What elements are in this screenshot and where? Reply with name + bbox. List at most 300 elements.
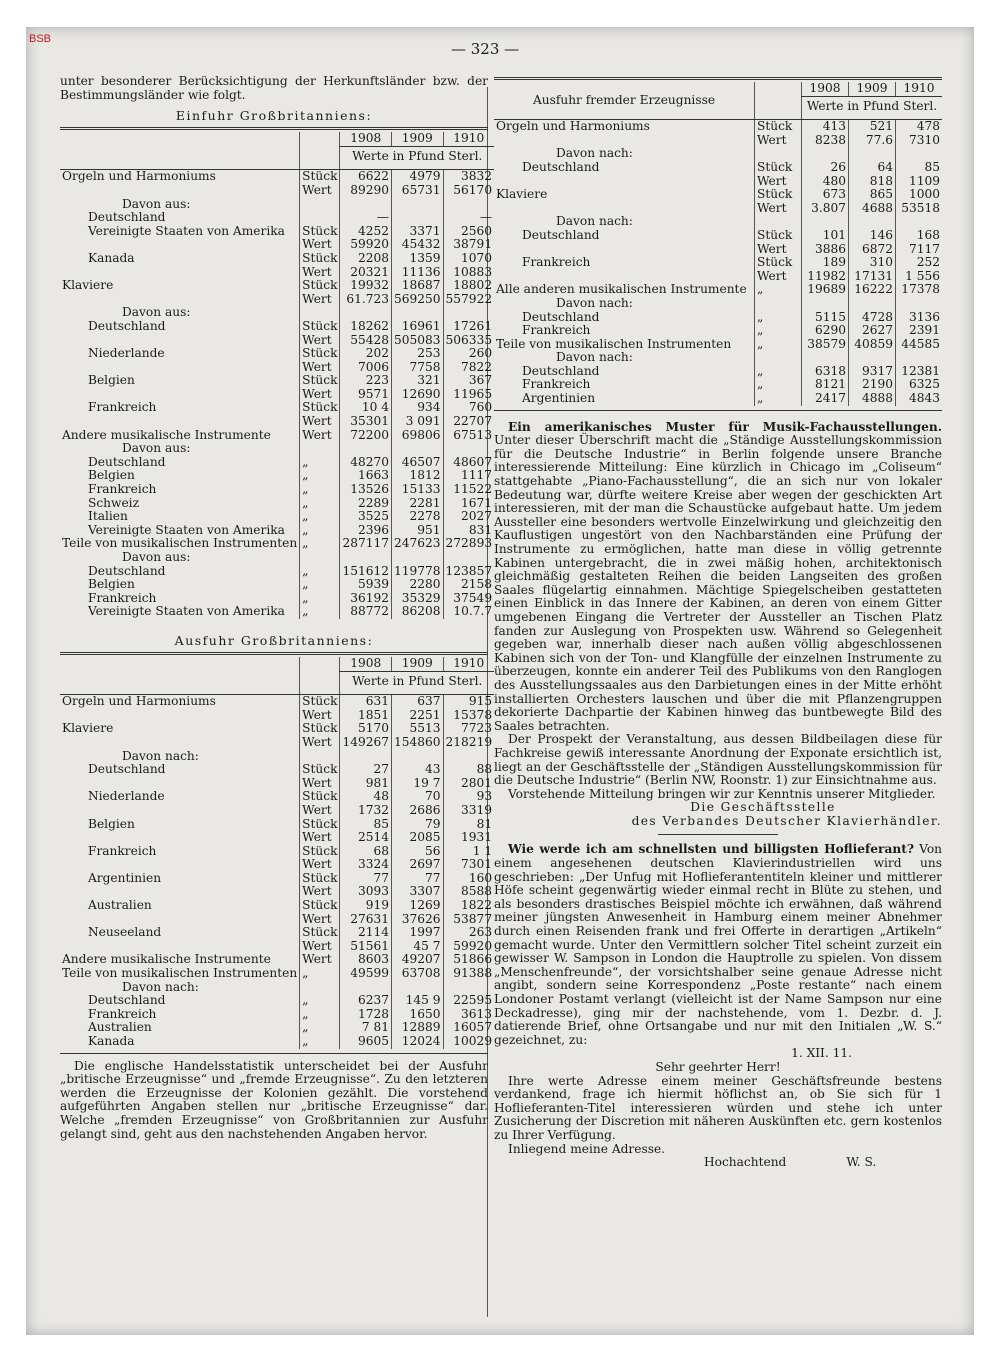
table-row bbox=[60, 953, 494, 967]
row-label: Klaviere bbox=[496, 187, 548, 202]
value-cell: 45432 bbox=[392, 238, 444, 252]
unit-cell: Stück bbox=[755, 256, 802, 270]
row-label bbox=[60, 736, 300, 750]
value-cell: 59920 bbox=[443, 940, 494, 954]
value-cell: 831 bbox=[443, 524, 494, 538]
value-cell: 19932 bbox=[340, 279, 392, 293]
unit-cell: „ bbox=[755, 324, 802, 338]
unit-cell: Stück bbox=[300, 347, 340, 361]
value-cell: 67513 bbox=[443, 429, 494, 443]
value-cell: 521 bbox=[849, 120, 896, 134]
table-row bbox=[60, 429, 494, 443]
value-cell: 915 bbox=[443, 695, 494, 709]
value-cell: 11136 bbox=[392, 266, 444, 280]
value-cell: 2278 bbox=[392, 510, 444, 524]
value-cell: 56 bbox=[392, 845, 444, 859]
table-row bbox=[494, 297, 942, 311]
value-cell: 19 7 bbox=[392, 777, 444, 791]
value-cell: 46507 bbox=[392, 456, 444, 470]
unit-header: Werte in Pfund Sterl. bbox=[340, 146, 494, 170]
unit-cell: Wert bbox=[300, 429, 340, 443]
value-cell: 88772 bbox=[340, 605, 392, 619]
unit-cell bbox=[300, 442, 340, 456]
value-cell: 17131 bbox=[849, 270, 896, 284]
table-row bbox=[60, 347, 494, 361]
table-row bbox=[60, 1035, 494, 1049]
row-label: Davon aus: bbox=[122, 441, 191, 456]
row-label: Frankreich bbox=[88, 400, 157, 415]
value-cell: 27 bbox=[340, 763, 392, 777]
table-row bbox=[60, 306, 494, 320]
unit-cell: Stück bbox=[300, 170, 340, 184]
row-label: Davon nach: bbox=[556, 214, 633, 229]
table-row bbox=[494, 365, 942, 379]
value-cell: 4252 bbox=[340, 225, 392, 239]
row-label: Davon aus: bbox=[122, 305, 191, 320]
value-cell: 506335 bbox=[443, 334, 494, 348]
value-cell: 1 556 bbox=[896, 270, 943, 284]
article1-signature-line2: des Verbandes Deutscher Klavierhändler. bbox=[631, 813, 942, 828]
unit-cell: „ bbox=[300, 1035, 340, 1049]
row-label bbox=[60, 238, 300, 252]
table-row bbox=[60, 469, 494, 483]
value-cell: 65731 bbox=[392, 184, 444, 198]
value-cell: 55428 bbox=[340, 334, 392, 348]
year-header: 1908 bbox=[340, 657, 392, 671]
value-cell: 934 bbox=[392, 401, 444, 415]
row-label: Andere musikalische Instrumente bbox=[62, 952, 271, 967]
value-cell: 37549 bbox=[443, 592, 494, 606]
value-cell: 223 bbox=[340, 374, 392, 388]
value-cell: 413 bbox=[802, 120, 849, 134]
value-cell: 8588 bbox=[443, 885, 494, 899]
row-label: Frankreich bbox=[88, 843, 157, 858]
value-cell: 10883 bbox=[443, 266, 494, 280]
value-cell: 260 bbox=[443, 347, 494, 361]
value-cell: 6872 bbox=[849, 243, 896, 257]
table-row bbox=[60, 279, 494, 293]
row-label: Teile von musikalischen Instrumenten bbox=[496, 336, 732, 351]
unit-cell: Wert bbox=[300, 334, 340, 348]
unit-cell bbox=[755, 215, 802, 229]
table-row bbox=[494, 215, 942, 229]
unit-cell: „ bbox=[300, 1008, 340, 1022]
row-label: Vereinigte Staaten von Amerika bbox=[88, 223, 285, 238]
table-row bbox=[494, 120, 942, 134]
table-row bbox=[60, 926, 494, 940]
value-cell: 17261 bbox=[443, 320, 494, 334]
table-row bbox=[60, 695, 494, 709]
value-cell: 43 bbox=[392, 763, 444, 777]
row-label bbox=[60, 940, 300, 954]
value-cell bbox=[849, 147, 896, 161]
value-cell: 1851 bbox=[340, 709, 392, 723]
unit-cell: Wert bbox=[755, 270, 802, 284]
row-label: Italien bbox=[88, 509, 128, 524]
value-cell: 17378 bbox=[896, 283, 943, 297]
value-cell: 20321 bbox=[340, 266, 392, 280]
value-cell: 2417 bbox=[802, 392, 849, 406]
unit-cell: Wert bbox=[300, 388, 340, 402]
value-cell bbox=[392, 211, 444, 225]
value-cell: 38579 bbox=[802, 338, 849, 352]
table-row bbox=[494, 175, 942, 189]
article2-paragraph bbox=[494, 843, 942, 1047]
value-cell: 253 bbox=[392, 347, 444, 361]
value-cell: 505083 bbox=[392, 334, 444, 348]
letter-initials: W. S. bbox=[846, 1155, 877, 1170]
unit-cell: Wert bbox=[300, 709, 340, 723]
article1-paragraph-3: Vorstehende Mitteilung bringen wir zur Kenntnis unserer Mitglieder. bbox=[508, 786, 936, 801]
unit-cell: Wert bbox=[300, 804, 340, 818]
table-row bbox=[60, 818, 494, 832]
unit-cell: Stück bbox=[300, 763, 340, 777]
row-label bbox=[60, 361, 300, 375]
value-cell: 3371 bbox=[392, 225, 444, 239]
value-cell bbox=[802, 215, 849, 229]
unit-cell: Wert bbox=[300, 777, 340, 791]
row-label: Teile von musikalischen Instrumenten bbox=[62, 536, 298, 551]
value-cell bbox=[340, 198, 392, 212]
value-cell: 3832 bbox=[443, 170, 494, 184]
unit-cell bbox=[300, 198, 340, 212]
value-cell: 3307 bbox=[392, 885, 444, 899]
table-row bbox=[60, 1008, 494, 1022]
unit-cell: Wert bbox=[755, 202, 802, 216]
value-cell: 6318 bbox=[802, 365, 849, 379]
letter-closing bbox=[494, 1156, 942, 1170]
value-cell: 3 091 bbox=[392, 415, 444, 429]
value-cell: 1931 bbox=[443, 831, 494, 845]
value-cell: 247623 bbox=[392, 537, 444, 551]
export-table-body bbox=[60, 695, 494, 1049]
unit-cell: „ bbox=[755, 392, 802, 406]
value-cell: 7758 bbox=[392, 361, 444, 375]
table-row bbox=[60, 750, 494, 764]
export-table-title: Ausfuhr Großbritanniens: bbox=[174, 632, 374, 648]
unit-cell: „ bbox=[755, 365, 802, 379]
left-column bbox=[60, 74, 493, 1141]
value-cell bbox=[896, 351, 943, 365]
value-cell bbox=[802, 147, 849, 161]
table-row bbox=[60, 415, 494, 429]
table-row bbox=[494, 134, 942, 148]
value-cell: 310 bbox=[849, 256, 896, 270]
value-cell: 15378 bbox=[443, 709, 494, 723]
row-label: Deutschland bbox=[522, 309, 600, 324]
intro-text: unter besonderer Berücksichtigung der Herkunftsländer bzw. der Bestimmungsländer wie folgt. bbox=[60, 74, 488, 102]
row-label: Deutschland bbox=[522, 159, 600, 174]
year-header: 1908 bbox=[802, 82, 849, 96]
unit-cell: Stück bbox=[755, 229, 802, 243]
row-label bbox=[494, 175, 755, 189]
unit-cell bbox=[755, 351, 802, 365]
value-cell: 2289 bbox=[340, 497, 392, 511]
value-cell bbox=[443, 750, 494, 764]
value-cell: 3324 bbox=[340, 858, 392, 872]
value-cell: 1070 bbox=[443, 252, 494, 266]
value-cell bbox=[392, 981, 444, 995]
row-label: Frankreich bbox=[522, 377, 591, 392]
value-cell: 760 bbox=[443, 401, 494, 415]
table-row bbox=[60, 293, 494, 307]
table-row bbox=[60, 401, 494, 415]
value-cell bbox=[340, 442, 392, 456]
article1-headline: Ein amerikanisches Muster für Musik-Fachausstellungen. bbox=[508, 419, 942, 434]
value-cell: 35301 bbox=[340, 415, 392, 429]
value-cell: 8121 bbox=[802, 378, 849, 392]
row-label bbox=[494, 202, 755, 216]
row-label: Frankreich bbox=[522, 255, 591, 270]
unit-cell: „ bbox=[300, 994, 340, 1008]
value-cell: 53877 bbox=[443, 913, 494, 927]
row-label: Deutschland bbox=[88, 210, 166, 225]
table-row bbox=[60, 565, 494, 579]
row-label: Kanada bbox=[88, 250, 135, 265]
value-cell: 11965 bbox=[443, 388, 494, 402]
table-row bbox=[60, 899, 494, 913]
value-cell: 77 bbox=[392, 872, 444, 886]
value-cell: 9605 bbox=[340, 1035, 392, 1049]
article2-headline: Wie werde ich am schnellsten und billigsten Hoflieferant? bbox=[508, 842, 914, 857]
unit-cell: Stück bbox=[300, 252, 340, 266]
article1-paragraph bbox=[494, 421, 942, 734]
table-row bbox=[60, 858, 494, 872]
value-cell: 5115 bbox=[802, 311, 849, 325]
row-label: Davon nach: bbox=[556, 295, 633, 310]
value-cell bbox=[896, 215, 943, 229]
row-label bbox=[494, 134, 755, 148]
value-cell: 51866 bbox=[443, 953, 494, 967]
table-row bbox=[494, 202, 942, 216]
value-cell: 5513 bbox=[392, 722, 444, 736]
value-cell: 865 bbox=[849, 188, 896, 202]
unit-cell bbox=[755, 147, 802, 161]
value-cell: 11982 bbox=[802, 270, 849, 284]
value-cell: 1812 bbox=[392, 469, 444, 483]
article1-body: Unter dieser Überschrift macht die „Ständige Ausstellungskommission für die Deutsche Industrie“ in Berlin folgende unsere Branche interessierende Mitteilung: Eine kürzlich in Chicago im „Coliseum“ stattgehabte „Piano-Fachausstellung“, die an sich nur von lokaler Bedeutung war, dürfte weitere Kreise aber wegen der geschickten Art interessieren, mit der man die Schaustücke aufgebaut hatte. Um jedem Aussteller eine besonders wertvolle Einzelwirkung und gleichzeitig den Kauflustigen ungestört von den Nachbarständen eine Prüfung der Instrumente zu ermöglichen, hatte man diese in völlig getrennte Kabinen untergebracht, die in zwei mäßig hohen, architektonisch gleichmäßig gestalteten Reihen die beiden Langseiten des großen Saales flügelartig einnahmen. Mächtige Spiegelscheiben gestatteten einen Einblick in das Innere der Kabinen, an deren von einem Gitter umgebenen Eingang die Vertreter der Aussteller an Tischen Platz fanden zur Auslegung von Prospekten usw. Während so Gelegenheit gegeben war, innerhalb dieser nach außen völlig abgeschlossenen Kabinen sich von der Ton- und Klangfülle der einzelnen Instrumente zu überzeugen, konnte ein anderer Teil des Publikums von den Ranglogen des Ausstellungssaales aus den Darbietungen eines in der Mitte erhöht installierten Orchesters lauschen und über die mit Pflanzengruppen dekorierte Dachpartie der Kabinen hinweg das buntbewegte Bild des Saales betrachten. bbox=[494, 433, 942, 733]
value-cell: 146 bbox=[849, 229, 896, 243]
value-cell: 88 bbox=[443, 763, 494, 777]
row-label: Andere musikalische Instrumente bbox=[62, 427, 271, 442]
value-cell: 22595 bbox=[443, 994, 494, 1008]
unit-cell: „ bbox=[300, 483, 340, 497]
value-cell: 2208 bbox=[340, 252, 392, 266]
table-row bbox=[494, 338, 942, 352]
value-cell: 2560 bbox=[443, 225, 494, 239]
unit-cell bbox=[300, 981, 340, 995]
table-row bbox=[60, 578, 494, 592]
row-label: Klaviere bbox=[62, 278, 114, 293]
value-cell: 18262 bbox=[340, 320, 392, 334]
value-cell bbox=[392, 442, 444, 456]
value-cell: 2251 bbox=[392, 709, 444, 723]
unit-header: Werte in Pfund Sterl. bbox=[802, 96, 943, 120]
unit-cell: Stück bbox=[300, 374, 340, 388]
value-cell: 1 1 bbox=[443, 845, 494, 859]
value-cell bbox=[392, 551, 444, 565]
value-cell: 1000 bbox=[896, 188, 943, 202]
value-cell: 123857 bbox=[443, 565, 494, 579]
foreign-table-title: Ausfuhr fremder Erzeugnisse bbox=[494, 82, 755, 120]
value-cell: 45 7 bbox=[392, 940, 444, 954]
value-cell: 18687 bbox=[392, 279, 444, 293]
row-label: Belgien bbox=[88, 577, 135, 592]
value-cell: 69806 bbox=[392, 429, 444, 443]
value-cell: 7117 bbox=[896, 243, 943, 257]
value-cell: 2801 bbox=[443, 777, 494, 791]
value-cell: 951 bbox=[392, 524, 444, 538]
row-label: Deutschland bbox=[88, 318, 166, 333]
unit-cell bbox=[300, 306, 340, 320]
table-row bbox=[60, 1021, 494, 1035]
table-row bbox=[494, 243, 942, 257]
value-cell: 48607 bbox=[443, 456, 494, 470]
value-cell: 151612 bbox=[340, 565, 392, 579]
table-row bbox=[60, 967, 494, 981]
table-row bbox=[494, 378, 942, 392]
unit-cell: „ bbox=[300, 967, 340, 981]
unit-cell: Stück bbox=[755, 120, 802, 134]
table-row bbox=[60, 981, 494, 995]
table-row bbox=[60, 845, 494, 859]
table-row bbox=[494, 351, 942, 365]
table-row bbox=[60, 524, 494, 538]
value-cell bbox=[849, 297, 896, 311]
unit-cell: Wert bbox=[300, 953, 340, 967]
value-cell: 81 bbox=[443, 818, 494, 832]
value-cell: 11522 bbox=[443, 483, 494, 497]
value-cell: 160 bbox=[443, 872, 494, 886]
table-row bbox=[60, 885, 494, 899]
value-cell: 557922 bbox=[443, 293, 494, 307]
value-cell: 72200 bbox=[340, 429, 392, 443]
row-label bbox=[60, 184, 300, 198]
value-cell: 4888 bbox=[849, 392, 896, 406]
table-row bbox=[60, 994, 494, 1008]
value-cell: 5170 bbox=[340, 722, 392, 736]
value-cell: 7310 bbox=[896, 134, 943, 148]
value-cell: 1732 bbox=[340, 804, 392, 818]
value-cell: 85 bbox=[896, 161, 943, 175]
value-cell bbox=[340, 306, 392, 320]
row-label: Klaviere bbox=[62, 721, 114, 736]
value-cell: 1269 bbox=[392, 899, 444, 913]
row-label: Belgien bbox=[88, 373, 135, 388]
unit-cell: „ bbox=[300, 510, 340, 524]
row-label: Deutschland bbox=[522, 363, 600, 378]
value-cell: 7301 bbox=[443, 858, 494, 872]
value-cell: 2280 bbox=[392, 578, 444, 592]
value-cell: 4688 bbox=[849, 202, 896, 216]
value-cell: 86208 bbox=[392, 605, 444, 619]
letter-body: Ihre werte Adresse einem meiner Geschäftsfreunde bestens verdankend, frage ich hiermit höflichst an, ob Sie sich für 1 Hoflieferanten-Titel interessieren würden und stehe ich unter Zusicherung der Discretion mit näheren Auskünften etc. gern kostenlos zu Ihrer Verfügung. bbox=[494, 1073, 942, 1142]
value-cell: 3093 bbox=[340, 885, 392, 899]
value-cell: 2190 bbox=[849, 378, 896, 392]
value-cell: 1117 bbox=[443, 469, 494, 483]
value-cell: 77 bbox=[340, 872, 392, 886]
value-cell bbox=[340, 551, 392, 565]
value-cell: 15133 bbox=[392, 483, 444, 497]
library-watermark: BSB bbox=[29, 33, 52, 45]
value-cell: 1109 bbox=[896, 175, 943, 189]
value-cell bbox=[443, 442, 494, 456]
row-label: Orgeln und Harmoniums bbox=[62, 169, 216, 184]
value-cell bbox=[896, 147, 943, 161]
row-label bbox=[60, 709, 300, 723]
table-row bbox=[60, 456, 494, 470]
value-cell: 3886 bbox=[802, 243, 849, 257]
value-cell: 287117 bbox=[340, 537, 392, 551]
value-cell: 1671 bbox=[443, 497, 494, 511]
value-cell bbox=[802, 297, 849, 311]
row-label: Frankreich bbox=[88, 590, 157, 605]
value-cell bbox=[392, 306, 444, 320]
row-label: Davon aus: bbox=[122, 196, 191, 211]
row-label: Argentinien bbox=[522, 391, 596, 406]
table-row bbox=[60, 374, 494, 388]
page-number: — 323 — bbox=[451, 40, 520, 58]
value-cell bbox=[443, 981, 494, 995]
value-cell: 2396 bbox=[340, 524, 392, 538]
unit-cell: Wert bbox=[300, 293, 340, 307]
value-cell: 16057 bbox=[443, 1021, 494, 1035]
table-row bbox=[494, 229, 942, 243]
value-cell: 12381 bbox=[896, 365, 943, 379]
value-cell: 19689 bbox=[802, 283, 849, 297]
table-row bbox=[60, 198, 494, 212]
value-cell: 40859 bbox=[849, 338, 896, 352]
row-label bbox=[60, 831, 300, 845]
unit-cell: Stück bbox=[755, 188, 802, 202]
value-cell: 16222 bbox=[849, 283, 896, 297]
value-cell: 631 bbox=[340, 695, 392, 709]
value-cell: 85 bbox=[340, 818, 392, 832]
unit-cell: Wert bbox=[300, 266, 340, 280]
table-row bbox=[60, 252, 494, 266]
unit-cell: Wert bbox=[300, 913, 340, 927]
unit-cell: Wert bbox=[755, 243, 802, 257]
table-row bbox=[494, 311, 942, 325]
value-cell: 18802 bbox=[443, 279, 494, 293]
row-label: Orgeln und Harmoniums bbox=[62, 694, 216, 709]
value-cell: 12690 bbox=[392, 388, 444, 402]
foreign-table-body bbox=[494, 120, 942, 406]
unit-cell: Stück bbox=[300, 722, 340, 736]
table-row bbox=[60, 763, 494, 777]
value-cell: 145 9 bbox=[392, 994, 444, 1008]
value-cell: 12024 bbox=[392, 1035, 444, 1049]
row-label bbox=[60, 858, 300, 872]
row-label bbox=[60, 334, 300, 348]
value-cell: 22707 bbox=[443, 415, 494, 429]
row-label: Alle anderen musikalischen Instrumente bbox=[496, 282, 747, 297]
value-cell bbox=[392, 750, 444, 764]
value-cell: 77.6 bbox=[849, 134, 896, 148]
value-cell bbox=[849, 215, 896, 229]
row-label: Davon aus: bbox=[122, 550, 191, 564]
value-cell: 2281 bbox=[392, 497, 444, 511]
unit-cell: „ bbox=[300, 469, 340, 483]
row-label bbox=[60, 266, 300, 280]
right-column bbox=[494, 75, 942, 1170]
table-row bbox=[60, 777, 494, 791]
unit-cell: „ bbox=[300, 592, 340, 606]
year-header: 1908 bbox=[340, 132, 392, 146]
value-cell: 26 bbox=[802, 161, 849, 175]
row-label: Davon nach: bbox=[556, 350, 633, 365]
value-cell: 2514 bbox=[340, 831, 392, 845]
